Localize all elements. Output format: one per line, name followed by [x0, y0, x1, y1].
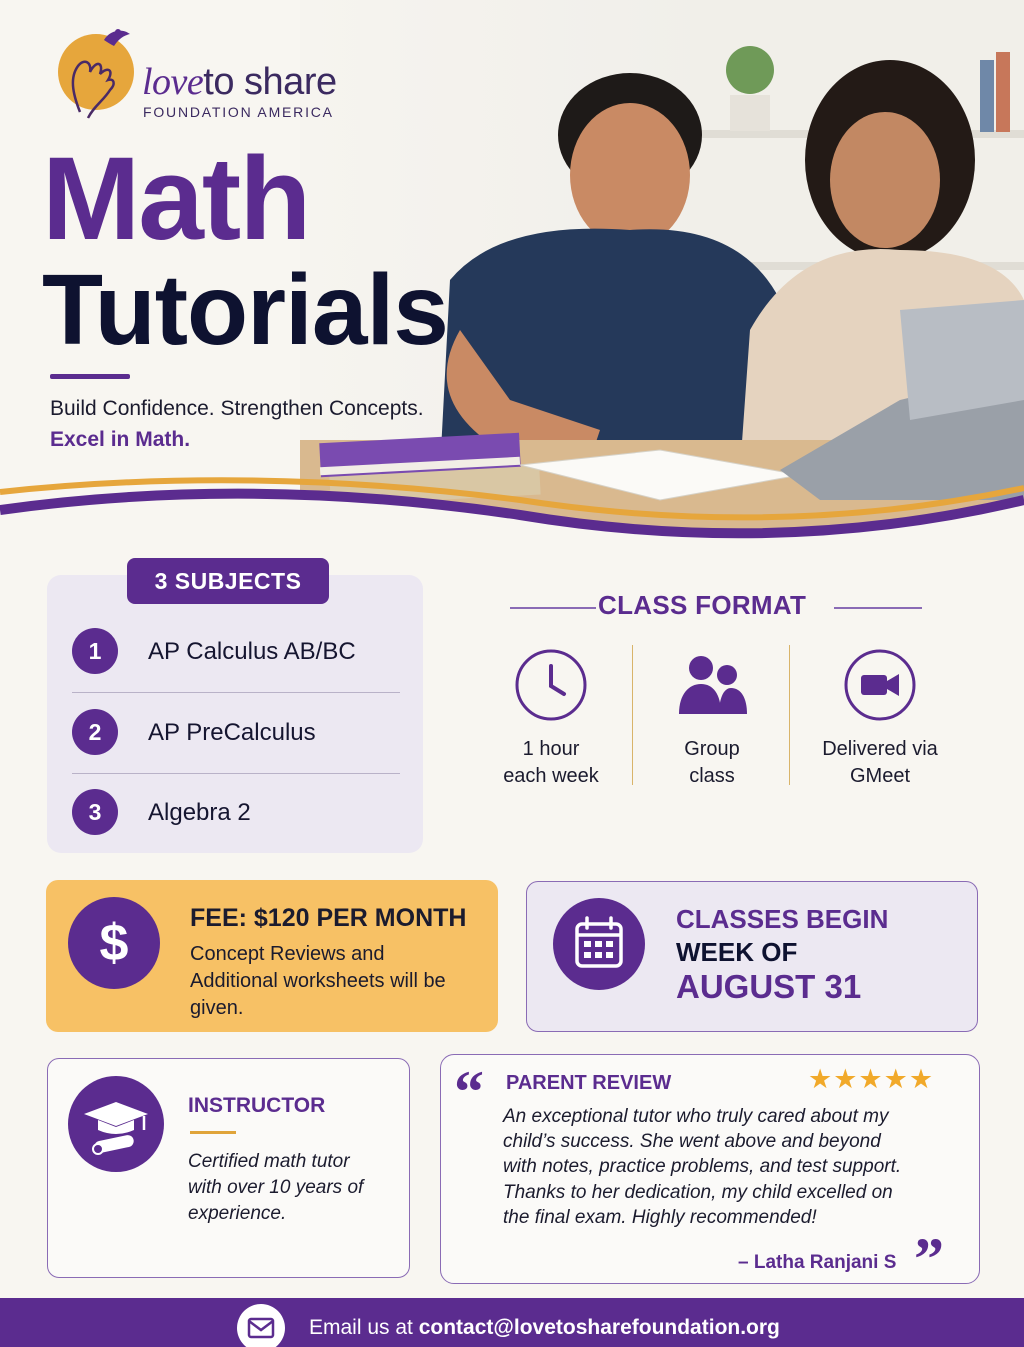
class-format-text: Delivered via GMeet [822, 738, 938, 787]
class-format-text: Group class [684, 738, 740, 787]
close-quote-icon: ” [914, 1226, 944, 1292]
wave-divider [0, 470, 1024, 570]
divider [190, 1131, 236, 1134]
dollar-icon: $ [68, 897, 160, 989]
instructor-bio: Certified math tutor with over 10 years of experience. [188, 1151, 364, 1224]
divider [789, 645, 790, 785]
start-label: CLASSES BEGIN [676, 904, 889, 934]
footer-contact: Email us at contact@lovetosharefoundation.org [309, 1316, 780, 1339]
subject-label: Algebra 2 [148, 799, 251, 826]
brand-name: loveto share [142, 61, 337, 103]
email-link[interactable]: contact@lovetosharefoundation.org [418, 1316, 780, 1339]
tagline-line2: Excel in Math. [50, 428, 191, 451]
calendar-icon [553, 898, 645, 990]
class-format-duration [471, 648, 631, 790]
fee-description: Concept Reviews and Additional worksheets will be given. [190, 943, 446, 1019]
divider [510, 607, 596, 609]
subject-number: 3 [72, 789, 118, 835]
title-divider [50, 374, 130, 379]
group-icon [675, 648, 749, 722]
subject-number: 1 [72, 628, 118, 674]
review-title: PARENT REVIEW [506, 1072, 672, 1094]
tagline-line1: Build Confidence. Strengthen Concepts. [50, 397, 424, 420]
envelope-icon [237, 1304, 285, 1347]
subject-number: 2 [72, 709, 118, 755]
page-title-line1: Math [42, 133, 310, 265]
list-item [72, 789, 402, 835]
clock-icon [514, 648, 588, 722]
divider [834, 607, 922, 609]
list-item [72, 709, 402, 755]
open-quote-icon: “ [454, 1059, 484, 1125]
list-item [72, 628, 402, 674]
logo [52, 22, 352, 132]
class-format-delivery [800, 648, 960, 790]
start-week-label: WEEK OF [676, 937, 798, 967]
subjects-badge: 3 SUBJECTS [127, 558, 329, 604]
start-date: AUGUST 31 [676, 968, 862, 1005]
class-format-title: CLASS FORMAT [598, 590, 807, 620]
instructor-title: INSTRUCTOR [188, 1094, 326, 1117]
class-format-text: 1 hour each week [503, 738, 599, 787]
review-text: An exceptional tutor who truly cared about my child’s success. She went above and beyond with notes, practice problems, and test support. Thanks to her dedication, my child excelled on the final exam. Highly recommended! [503, 1106, 902, 1228]
brand-subline: FOUNDATION AMERICA [143, 104, 334, 120]
subject-label: AP Calculus AB/BC [148, 638, 356, 665]
subject-label: AP PreCalculus [148, 719, 316, 746]
hand-bird-logo-icon [52, 22, 137, 122]
divider [72, 773, 400, 774]
page-title-line2: Tutorials [42, 254, 448, 366]
star-rating: ★★★★★ [808, 1064, 935, 1094]
graduation-cap-icon [68, 1076, 164, 1172]
review-author: – Latha Ranjani S [738, 1252, 897, 1273]
fee-title: FEE: $120 PER MONTH [190, 904, 467, 932]
divider [72, 692, 400, 693]
video-camera-icon [843, 648, 917, 722]
class-format-group [632, 648, 792, 790]
